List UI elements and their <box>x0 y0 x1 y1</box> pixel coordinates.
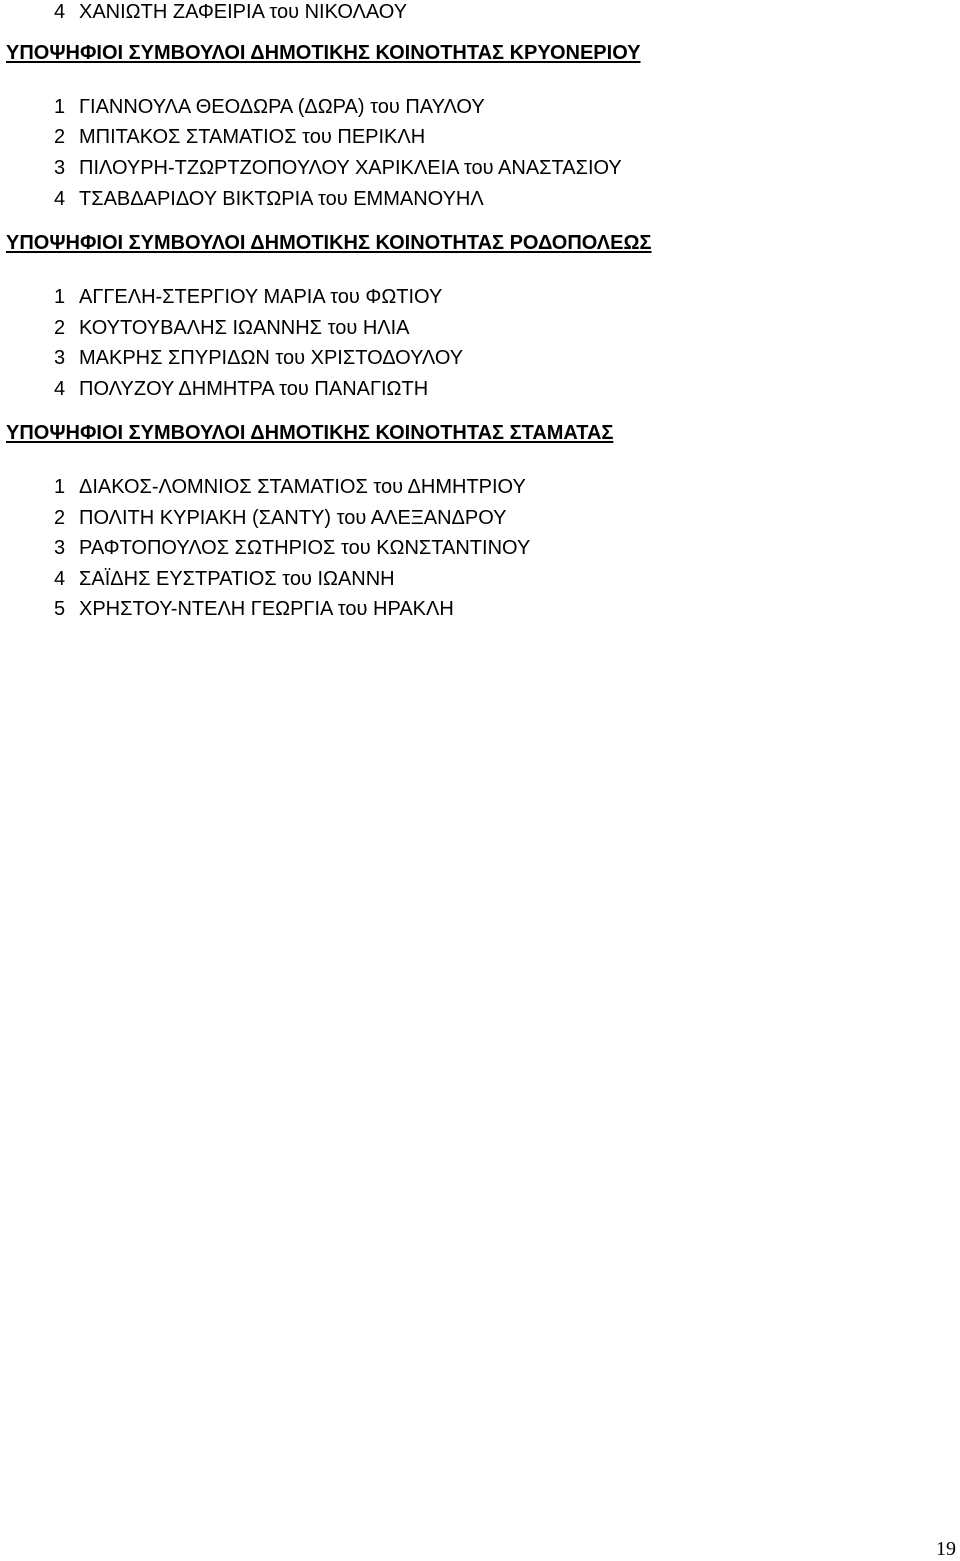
candidate-name: ΔΙΑΚΟΣ-ΛΟΜΝΙΟΣ ΣΤΑΜΑΤΙΟΣ του ΔΗΜΗΤΡΙΟΥ <box>79 476 526 498</box>
candidate-name: ΠΟΛΙΤΗ ΚΥΡΙΑΚΗ (ΣΑΝΤΥ) του ΑΛΕΞΑΝΔΡΟΥ <box>79 507 507 529</box>
candidate-number: 2 <box>54 317 66 339</box>
candidate-number: 3 <box>54 537 66 559</box>
candidate-number: 1 <box>54 96 66 118</box>
candidate-number: 4 <box>54 568 66 590</box>
candidate-name: ΤΣΑΒΔΑΡΙΔΟΥ ΒΙΚΤΩΡΙΑ του ΕΜΜΑΝΟΥΗΛ <box>79 188 484 210</box>
candidate-number: 3 <box>54 157 66 179</box>
page-number: 19 <box>936 1538 956 1560</box>
candidate-name: ΧΡΗΣΤΟΥ-ΝΤΕΛΗ ΓΕΩΡΓΙΑ του ΗΡΑΚΛΗ <box>79 598 454 620</box>
candidate-number: 4 <box>54 378 66 400</box>
candidate-number: 1 <box>54 286 66 308</box>
candidate-name: ΧΑΝΙΩΤΗ ΖΑΦΕΙΡΙΑ του ΝΙΚΟΛΑΟΥ <box>79 1 408 23</box>
candidate-number: 4 <box>54 188 66 210</box>
candidate-number: 1 <box>54 476 66 498</box>
candidate-number: 2 <box>54 507 66 529</box>
section-heading-kryoneriou: ΥΠΟΨΗΦΙΟΙ ΣΥΜΒΟΥΛΟΙ ΔΗΜΟΤΙΚΗΣ ΚΟΙΝΟΤΗΤΑΣ ΚΡΥΟΝΕΡΙΟΥ <box>6 42 641 64</box>
candidate-name: ΠΙΛΟΥΡΗ-ΤΖΩΡΤΖΟΠΟΥΛΟΥ ΧΑΡΙΚΛΕΙΑ του ΑΝΑΣΤΑΣΙΟΥ <box>79 157 622 179</box>
candidate-name: ΜΑΚΡΗΣ ΣΠΥΡΙΔΩΝ του ΧΡΙΣΤΟΔΟΥΛΟΥ <box>79 347 464 369</box>
section-heading-rodopoleos: ΥΠΟΨΗΦΙΟΙ ΣΥΜΒΟΥΛΟΙ ΔΗΜΟΤΙΚΗΣ ΚΟΙΝΟΤΗΤΑΣ ΡΟΔΟΠΟΛΕΩΣ <box>6 232 652 254</box>
candidate-name: ΠΟΛΥΖΟΥ ΔΗΜΗΤΡΑ του ΠΑΝΑΓΙΩΤΗ <box>79 378 429 400</box>
candidate-name: ΣΑΪΔΗΣ ΕΥΣΤΡΑΤΙΟΣ του ΙΩΑΝΝΗ <box>79 568 395 590</box>
candidate-number: 2 <box>54 126 66 148</box>
candidate-name: ΚΟΥΤΟΥΒΑΛΗΣ ΙΩΑΝΝΗΣ του ΗΛΙΑ <box>79 317 410 339</box>
section-heading-stamatas: ΥΠΟΨΗΦΙΟΙ ΣΥΜΒΟΥΛΟΙ ΔΗΜΟΤΙΚΗΣ ΚΟΙΝΟΤΗΤΑΣ ΣΤΑΜΑΤΑΣ <box>6 422 614 444</box>
candidate-number: 4 <box>54 1 66 23</box>
candidate-name: ΓΙΑΝΝΟΥΛΑ ΘΕΟΔΩΡΑ (ΔΩΡΑ) του ΠΑΥΛΟΥ <box>79 96 485 118</box>
candidate-number: 3 <box>54 347 66 369</box>
candidate-name: ΑΓΓΕΛΗ-ΣΤΕΡΓΙΟΥ ΜΑΡΙΑ του ΦΩΤΙΟΥ <box>79 286 443 308</box>
candidate-name: ΡΑΦΤΟΠΟΥΛΟΣ ΣΩΤΗΡΙΟΣ του ΚΩΝΣΤΑΝΤΙΝΟΥ <box>79 537 531 559</box>
candidate-number: 5 <box>54 598 66 620</box>
candidate-name: ΜΠΙΤΑΚΟΣ ΣΤΑΜΑΤΙΟΣ του ΠΕΡΙΚΛΗ <box>79 126 426 148</box>
